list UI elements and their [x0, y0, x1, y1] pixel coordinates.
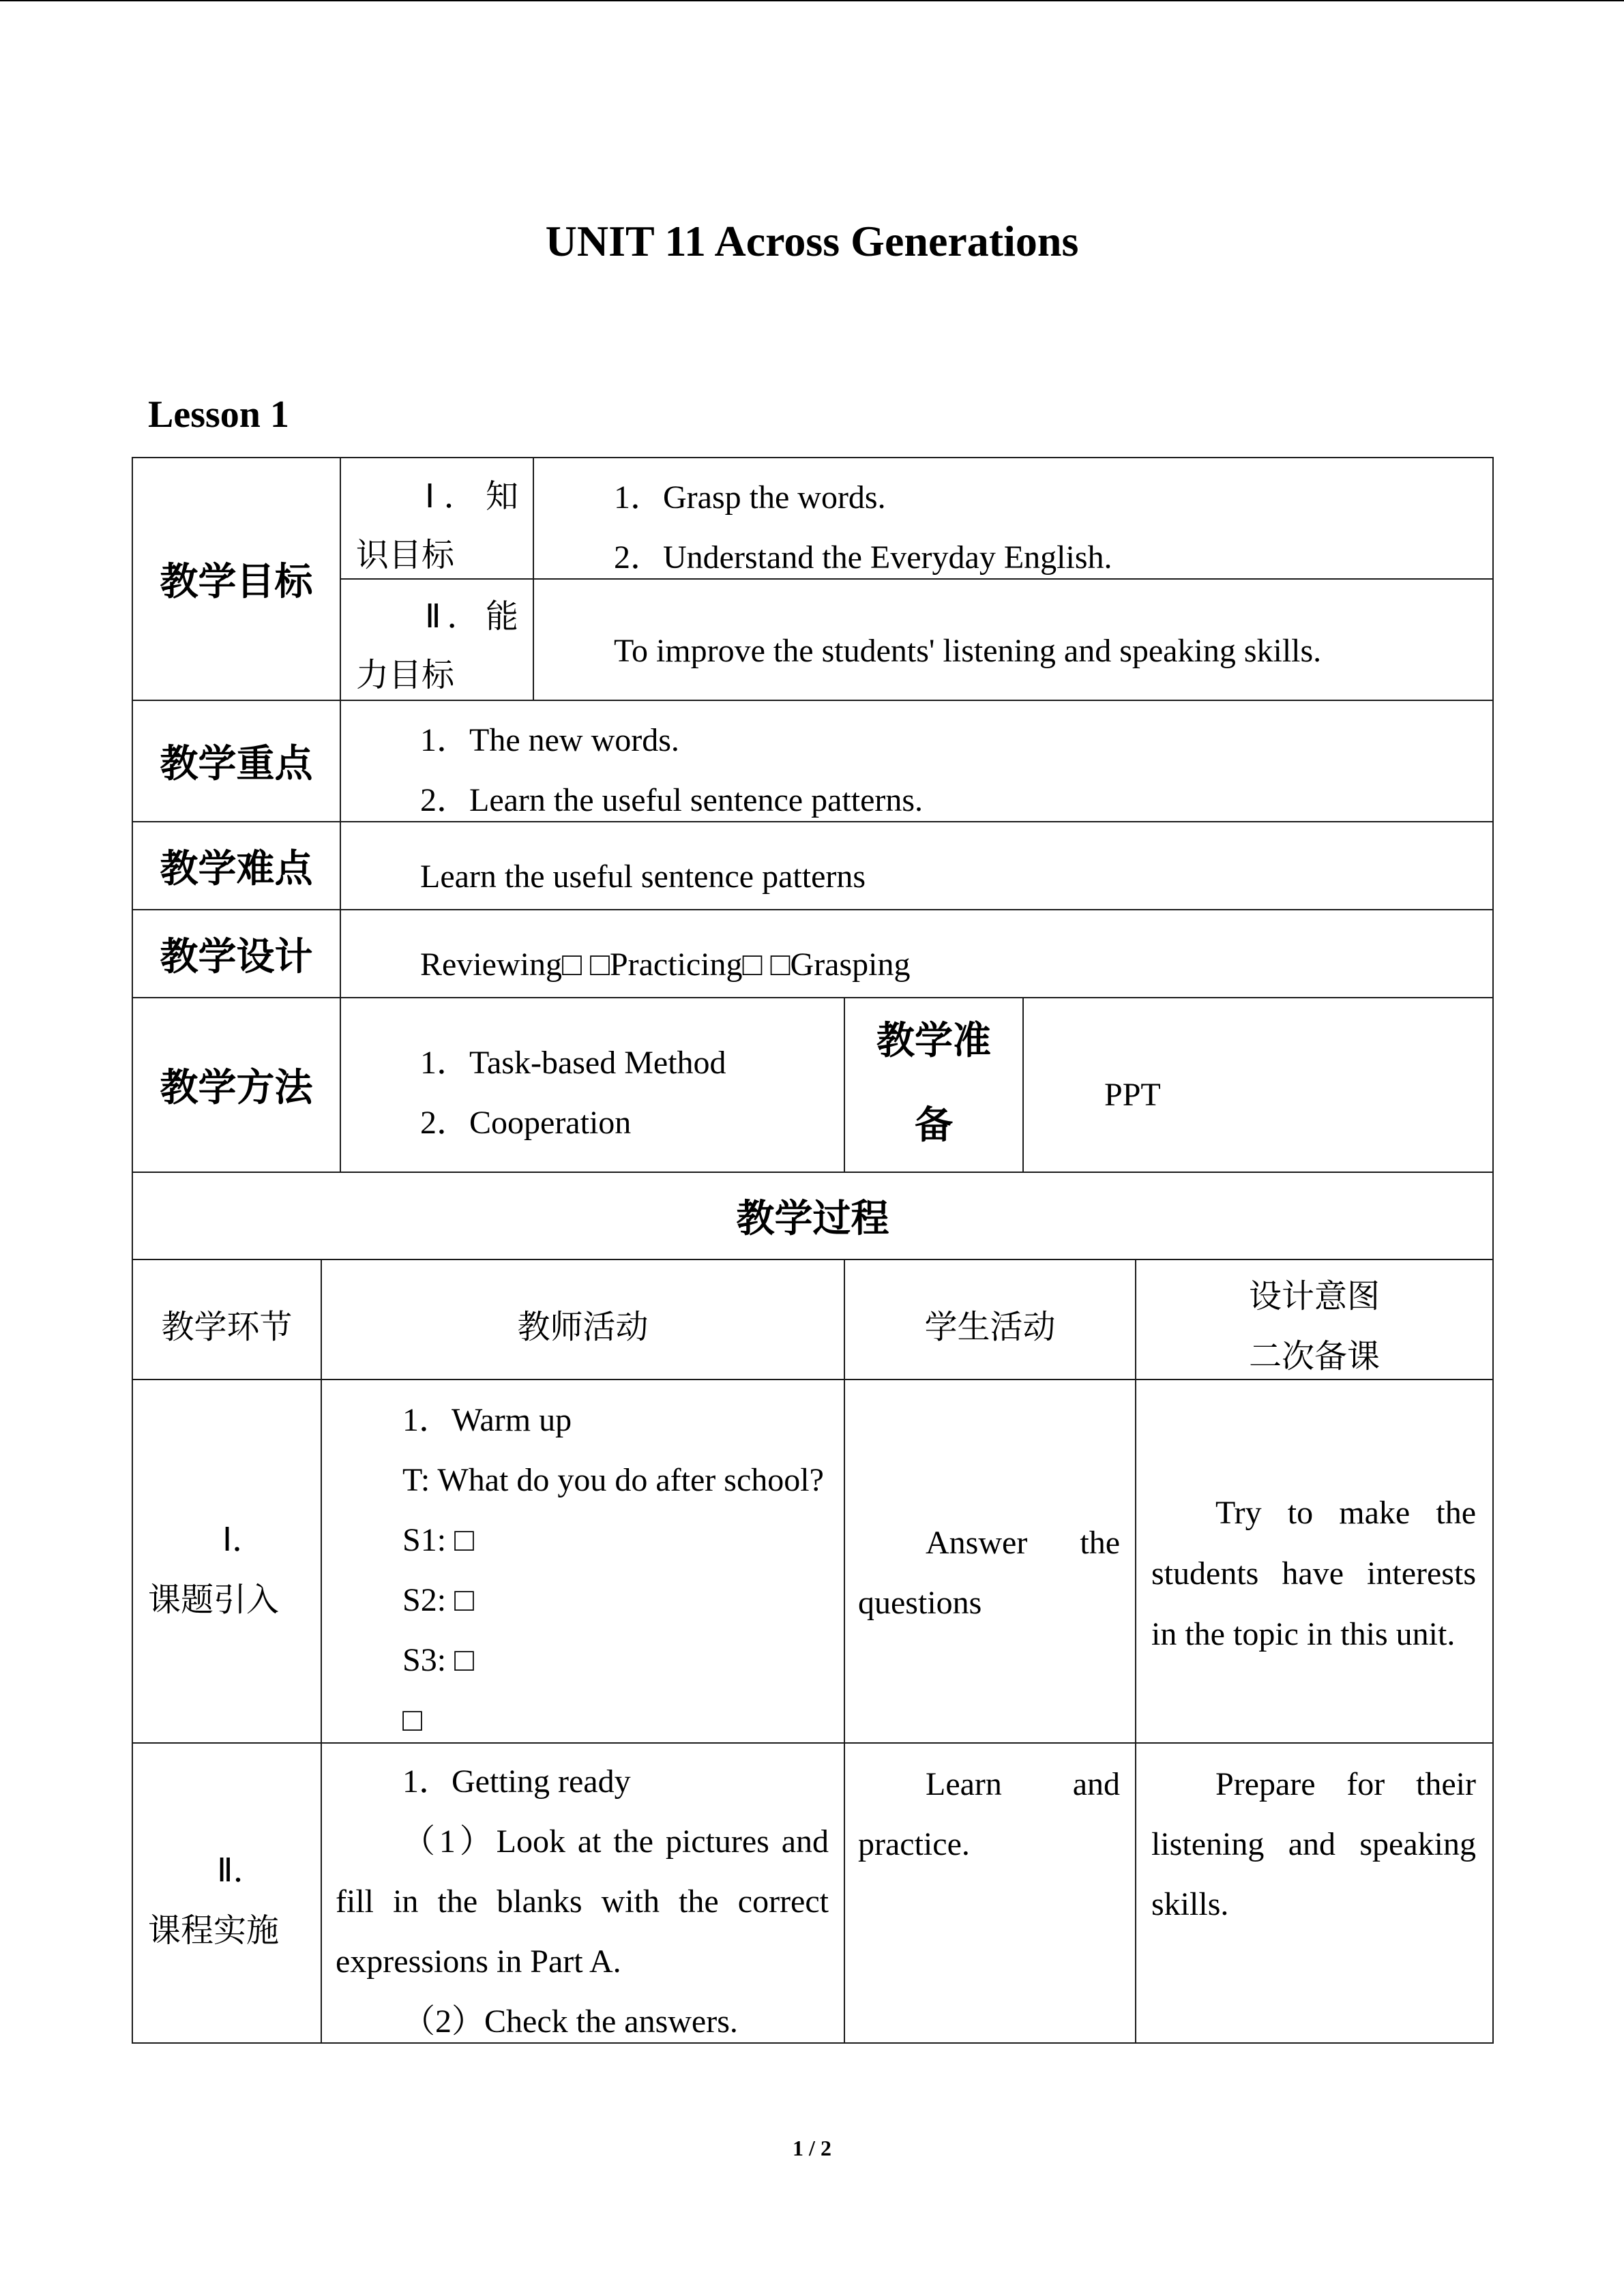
teaching-design-line: Reviewing□ □Practicing□ □Grasping: [420, 946, 911, 983]
stage-line: Ⅰ．: [222, 1522, 265, 1558]
ability-objective-label-cell: [340, 578, 534, 701]
design-intent-line: listening and speaking: [1151, 1826, 1476, 1862]
ability-objective-label: [356, 588, 518, 705]
key-point-item: 1．The new words.: [420, 722, 679, 758]
table-row-2-design-cell: [1135, 1742, 1494, 2044]
table-row-1-student-cell: [844, 1379, 1136, 1744]
table-row-2-teacher-cell: [321, 1742, 845, 2044]
teacher-activity-line: fill in the blanks with the correct: [336, 1883, 829, 1920]
teacher-activity: [336, 1752, 829, 2052]
lesson-heading: Lesson 1: [148, 393, 289, 436]
preparation-line: PPT: [1104, 1077, 1161, 1113]
difficult-points-label: 教学难点: [160, 846, 313, 891]
method-item: 1．Task-based Method: [420, 1045, 726, 1081]
stage-label: [148, 1510, 304, 1630]
knowledge-objective-item: 1．Grasp the words.: [614, 479, 886, 516]
table-row-1-stage-cell: [132, 1379, 322, 1744]
preparation-label: [845, 999, 1022, 1168]
knowledge-objective-label-cell: [340, 457, 534, 580]
methods-label: 教学方法: [160, 1066, 313, 1110]
header-student-cell: [844, 1259, 1136, 1380]
page-number: 1 / 2: [793, 2136, 831, 2160]
teacher-activity-line: T: What do you do after school?: [402, 1462, 824, 1498]
knowledge-objective-item: 2．Understand the Everyday English.: [614, 539, 1112, 576]
teacher-activity-line: （2）Check the answers.: [402, 2003, 738, 2040]
difficult-points-content-cell: [340, 821, 1494, 910]
header-teacher: 教师活动: [517, 1309, 649, 1345]
ability-objective-line: To improve the students' listening and speaking skills.: [614, 633, 1322, 669]
table-row-2-student-cell: [844, 1742, 1136, 2044]
difficult-points-text: [420, 847, 866, 907]
preparation-label-cell: [844, 997, 1024, 1173]
methods-content-cell: [340, 997, 845, 1173]
header-design-cell: [1135, 1259, 1494, 1380]
key-points-label-cell: [132, 700, 341, 822]
knowledge-objective-list: [614, 468, 1112, 588]
knowledge-objective-label: [356, 468, 518, 585]
methods-list: [420, 1033, 726, 1153]
table-row-2-stage-cell: [132, 1742, 322, 2044]
ability-label-line: Ⅱ．能: [425, 599, 518, 635]
teacher-activity: [402, 1390, 824, 1750]
process-title-cell: [132, 1172, 1494, 1260]
knowledge-objective-content-cell: [533, 457, 1494, 580]
stage-label: [148, 1841, 304, 1961]
teacher-activity-line: S1: □: [402, 1522, 475, 1558]
student-activity-line: questions: [858, 1585, 982, 1621]
header-stage: 教学环节: [161, 1309, 293, 1345]
page-top-rule: [0, 0, 1624, 1]
teaching-design-label: 教学设计: [160, 934, 313, 979]
difficult-point-line: Learn the useful sentence patterns: [420, 859, 866, 895]
design-intent-line: Prepare for their: [1215, 1766, 1476, 1802]
teacher-activity-line: S3: □: [402, 1642, 475, 1678]
objectives-label: 教学目标: [160, 560, 313, 604]
key-points-content-cell: [340, 700, 1494, 822]
table-row-1-teacher-cell: [321, 1379, 845, 1744]
student-activity-line: practice.: [858, 1826, 970, 1862]
header-stage-cell: [132, 1259, 322, 1380]
knowledge-label-line: 识目标: [356, 537, 455, 573]
key-points-label: 教学重点: [160, 742, 313, 786]
header-design-line: 设计意图: [1248, 1279, 1380, 1315]
preparation-label-line: 教学准: [876, 1019, 991, 1063]
student-activity: [858, 1755, 1120, 1875]
objectives-label-cell: [132, 457, 341, 701]
ability-objective-content-cell: [533, 578, 1494, 701]
design-intent: [1151, 1482, 1476, 1665]
header-design-line: 二次备课: [1248, 1339, 1380, 1375]
teaching-design-label-cell: [132, 909, 341, 998]
table-row-1-design-cell: [1135, 1379, 1494, 1744]
design-intent-line: in the topic in this unit.: [1151, 1616, 1456, 1652]
header-design: [1136, 1267, 1492, 1387]
process-title: 教学过程: [736, 1197, 889, 1241]
teaching-design-text: [420, 935, 911, 995]
preparation-text: [1104, 1065, 1161, 1125]
ability-label-line: 力目标: [356, 657, 455, 694]
student-activity: [858, 1513, 1120, 1633]
student-activity-line: Answer the: [926, 1525, 1120, 1561]
teacher-activity-line: expressions in Part A.: [336, 1943, 621, 1980]
knowledge-label-line: Ⅰ．知: [425, 479, 518, 515]
ability-objective-text: [614, 621, 1321, 681]
lesson-plan-table: [132, 457, 1494, 2044]
teacher-activity-line: 1．Warm up: [402, 1402, 572, 1438]
stage-line: 课程实施: [148, 1913, 280, 1949]
difficult-points-label-cell: [132, 821, 341, 910]
method-item: 2．Cooperation: [420, 1105, 632, 1141]
methods-label-cell: [132, 997, 341, 1173]
header-student: 学生活动: [924, 1309, 1056, 1345]
design-intent: [1151, 1755, 1476, 1935]
design-intent-line: Try to make the: [1215, 1495, 1476, 1531]
key-points-list: [420, 711, 923, 831]
teacher-activity-line: S2: □: [402, 1582, 475, 1618]
preparation-label-line: 备: [915, 1103, 953, 1148]
student-activity-line: Learn and: [926, 1766, 1120, 1802]
document-title: UNIT 11 Across Generations: [545, 217, 1079, 265]
header-teacher-cell: [321, 1259, 845, 1380]
stage-line: Ⅱ．: [217, 1853, 266, 1889]
teacher-activity-line: （1）Look at the pictures and: [402, 1823, 829, 1860]
preparation-content-cell: [1022, 997, 1494, 1173]
design-intent-line: students have interests: [1151, 1555, 1476, 1592]
stage-line: 课题引入: [148, 1582, 280, 1618]
teacher-activity-line: □: [402, 1702, 422, 1738]
teacher-activity-line: 1．Getting ready: [402, 1763, 631, 1800]
key-point-item: 2．Learn the useful sentence patterns.: [420, 782, 924, 818]
design-intent-line: skills.: [1151, 1886, 1229, 1922]
teaching-design-content-cell: [340, 909, 1494, 998]
